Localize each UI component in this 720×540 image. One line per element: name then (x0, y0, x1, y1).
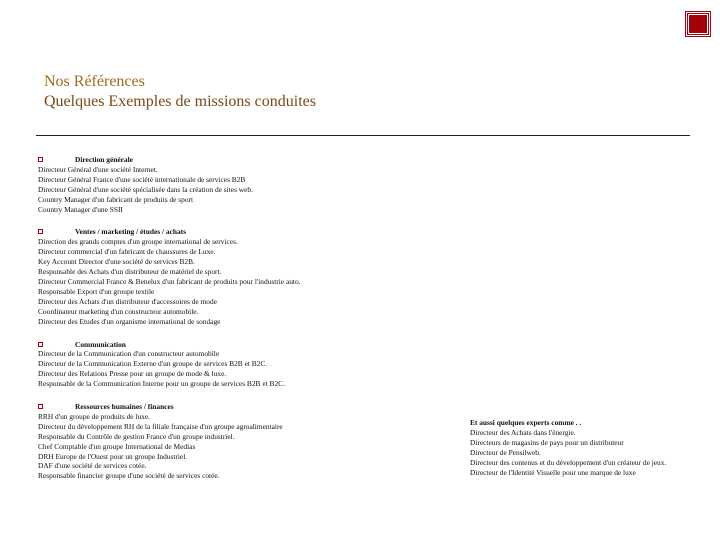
section-heading: Ventes / marketing / études / achats (38, 227, 458, 237)
square-bullet-icon (38, 157, 43, 162)
square-bullet-icon (38, 229, 43, 234)
list-item: Country Manager d'une SSII (38, 204, 123, 214)
section-heading: Communication (38, 340, 458, 350)
square-bullet-icon (38, 342, 43, 347)
list-item: RRH d'un groupe de produits de luxe. (38, 411, 150, 421)
title-line-2: Quelques Exemples de missions conduites (44, 93, 316, 110)
section-ventes-marketing (38, 227, 458, 326)
list-item: Directeur de la Communication Externe d'un groupe de services B2B et B2C. (38, 359, 268, 369)
list-item: Coordinateur marketing d'un constructeur automobile. (38, 306, 199, 316)
list-item: Responsable Export d'un groupe textile (38, 286, 155, 296)
list-item: Directeur Commercial France & Benelux d'un fabricant de produits pour l'industrie auto. (38, 276, 301, 286)
list-item: Directeur Général d'une société spécialisée dans la création de sites web. (38, 184, 253, 194)
list-item: Directeur du développement RH de la filiale française d'un groupe agroalimentaire (38, 421, 283, 431)
section-communication (38, 340, 458, 390)
left-column (38, 155, 458, 494)
list-item: Directeur de l'Identité Visuelle pour une marque de luxe (470, 467, 636, 477)
list-item: Responsable financier groupe d'une société de services cotée. (38, 471, 220, 481)
section-heading: Ressources humaines / finances (38, 402, 458, 412)
list-item: Responsable des Achats d'un distributeur de matériel de sport. (38, 267, 222, 277)
list-item: Direction des grands comptes d'un groupe international de services. (38, 237, 238, 247)
title-divider (36, 135, 690, 136)
square-bullet-icon (38, 404, 43, 409)
right-column (470, 418, 715, 477)
section-heading: Et aussi quelques experts comme . . (470, 418, 582, 427)
list-item: Directeur des Relations Presse pour un groupe de mode & luxe. (38, 369, 227, 379)
slide-title (44, 72, 644, 112)
list-item: Responsable du Contrôle de gestion France d'un groupe industriel. (38, 431, 235, 441)
list-item: Directeur commercial d'un fabricant de chaussures de Luxe. (38, 247, 216, 257)
title-line-1: Nos Références (44, 73, 145, 90)
list-item: Directeur Général d'une société Internet. (38, 164, 158, 174)
list-item: Country Manager d'un fabricant de produits de sport (38, 194, 194, 204)
corner-logo-box (686, 12, 710, 36)
list-item: Responsable de la Communication Interne pour un groupe de services B2B et B2C. (38, 379, 285, 389)
list-item: Directeur Général France d'une société internationale de services B2B (38, 174, 246, 184)
list-item: DRH Europe de l'Ouest pour un groupe Industriel. (38, 451, 188, 461)
list-item: Directeurs de magasins de pays pour un distributeur (470, 437, 624, 447)
list-item: DAF d'une société de services cotée. (38, 461, 147, 471)
section-rh-finances (38, 402, 458, 481)
section-heading: Direction générale (38, 155, 458, 165)
list-item: Key Account Director d'une société de services B2B. (38, 257, 195, 267)
list-item: Directeur des Etudes d'un organisme international de sondage (38, 316, 221, 326)
list-item: Chef Comptable d'un groupe International de Medias (38, 441, 196, 451)
list-item: Directeur de Pensilweb. (470, 447, 541, 457)
list-item: Directeur des contenus et du développement d'un créateur de jeux. (470, 457, 667, 467)
list-item: Directeur de la Communication d'un constructeur automobile (38, 349, 220, 359)
list-item: Directeur des Achats dans l'énergie. (470, 427, 576, 437)
section-direction-generale (38, 155, 458, 214)
list-item: Directeur des Achats d'un distributeur d'accessoires de mode (38, 296, 217, 306)
